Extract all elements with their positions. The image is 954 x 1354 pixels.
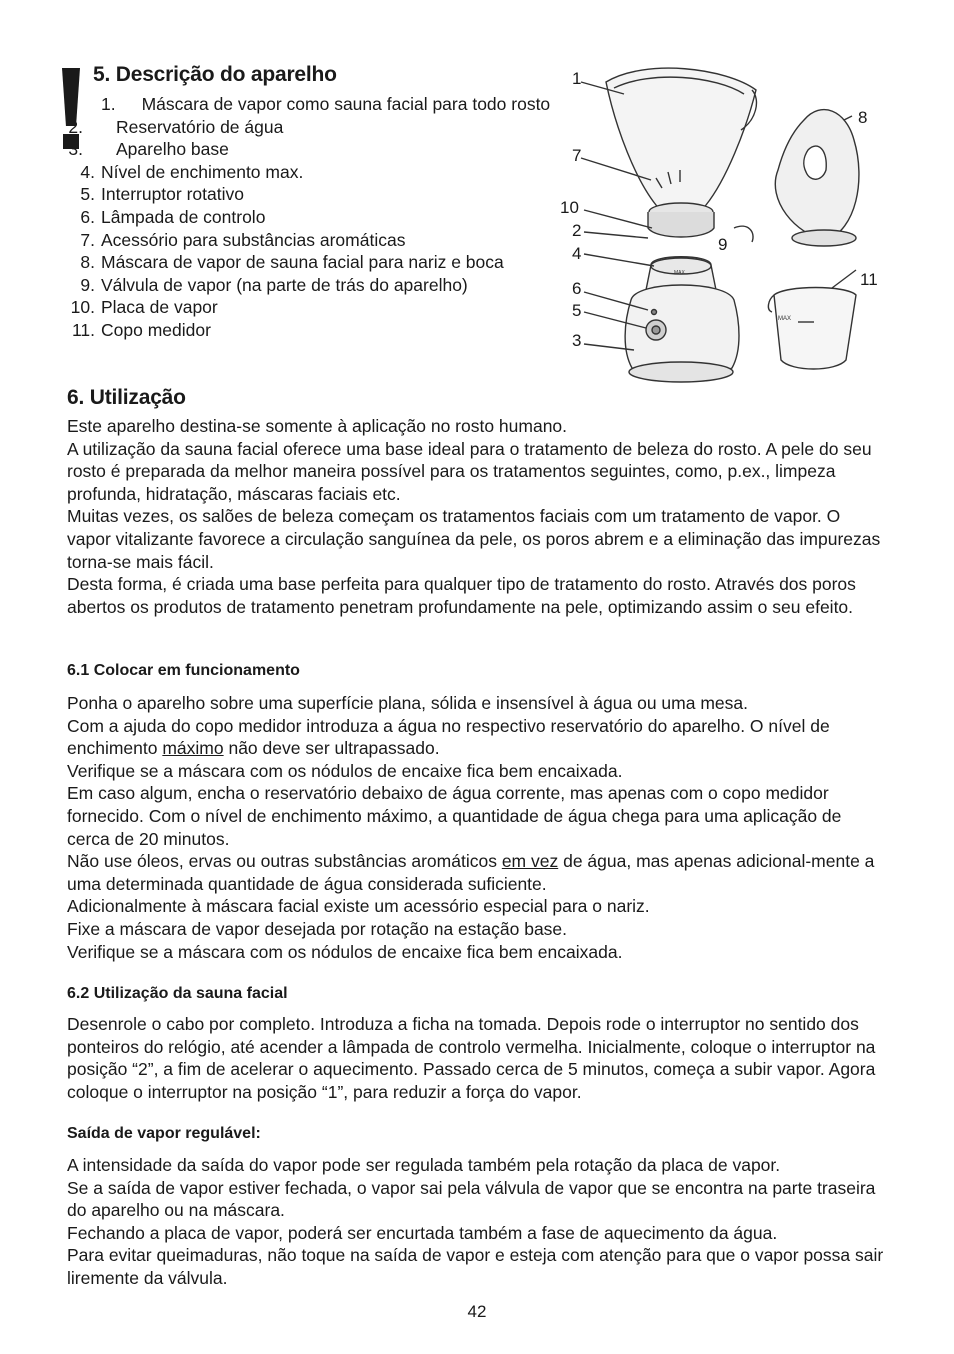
parts-list-item: 8. Máscara de vapor de sauna facial para nariz e boca: [80, 252, 504, 273]
paragraph: A intensidade da saída do vapor pode ser regulada também pela rotação da placa de vapor.: [67, 1155, 781, 1175]
parts-list-item: 6. Lâmpada de controlo: [80, 206, 266, 227]
parts-list-item: 2. Reservatório de água: [68, 116, 284, 137]
paragraph: Se a saída de vapor estiver fechada, o vapor sai pela válvula de vapor que se encontra na parte traseira do aparelho ou na máscara.: [67, 1177, 876, 1221]
callout-8: 8: [858, 108, 868, 127]
section-6-body: [67, 415, 887, 618]
device-diagram-svg: [556, 60, 896, 390]
paragraph: A utilização da sauna facial oferece uma base ideal para o tratamento de beleza do rosto. A pele do seu rosto é preparada da melhor maneira possível para os tratamentos seguintes, como, p.ex., limpeza profunda, hidratação, máscaras faciais etc.: [67, 438, 872, 504]
parts-list-item: 5. Interruptor rotativo: [80, 184, 244, 205]
section-6-1-heading: 6.1 Colocar em funcionamento: [67, 662, 300, 679]
measuring-cup-shape: [774, 288, 856, 370]
callout-7: 7: [572, 146, 582, 165]
paragraph: Verifique se a máscara com os nódulos de encaixe fica bem encaixada.: [67, 760, 623, 781]
callout-5: 5: [572, 301, 582, 320]
reservoir-max-mark: MAX: [674, 270, 685, 276]
callout-9: 9: [718, 235, 728, 254]
parts-list-item: 9. Válvula de vapor (na parte de trás do aparelho): [80, 274, 468, 295]
steam-output-heading: Saída de vapor regulável:: [67, 1125, 261, 1142]
paragraph: Desta forma, é criada uma base perfeita para qualquer tipo de tratamento do rosto. Através dos poros abertos os produtos de tratamento penetram profundamente na pele, optimizando assim o seu efeito.: [67, 574, 856, 617]
page-number: 42: [467, 1302, 487, 1321]
parts-list-item: 7. Acessório para substâncias aromáticas: [80, 229, 406, 250]
parts-list: [67, 93, 572, 342]
device-diagram: [556, 60, 896, 390]
callout-11: 11: [860, 270, 878, 289]
paragraph: Com a ajuda do copo medidor introduza a água no respectivo reservatório do aparelho. O nível de enchimento máximo não deve ser ultrapassado.: [67, 715, 830, 759]
paragraph: Para evitar queimaduras, não toque na saída de vapor e esteja com atenção para que o vapor possa sair liremente da válvula.: [67, 1245, 884, 1288]
section-6-heading: 6. Utilização: [67, 386, 186, 409]
parts-list-item: 1. Máscara de vapor como sauna facial para todo rosto: [101, 94, 551, 114]
paragraph: Em caso algum, encha o reservatório debaixo de água corrente, mas apenas com o copo medidor fornecido. Com o nível de enchimento máximo, a quantidade de água chega para uma aplicação de cerca de 20 minutos.: [67, 783, 842, 849]
paragraph: Desenrole o cabo por completo. Introduza a ficha na tomada. Depois rode o interruptor no sentido dos ponteiros do relógio, até acender a lâmpada de controlo vermelha. Inicialmente, coloque o interruptor na posição “2”, a fim de acelerar o aquecimento. Passado cerca de 5 minutos, começa a subir vapor. Agora coloque o interruptor na posição “1”, para reduzir a força do vapor.: [67, 1014, 876, 1102]
parts-list-item: 10. Placa de vapor: [70, 297, 218, 318]
section-6-1-body: [67, 692, 887, 963]
callout-1: 1: [572, 69, 582, 88]
section-6-2-heading: 6.2 Utilização da sauna facial: [67, 985, 288, 1002]
parts-list-item: 11. Copo medidor: [71, 319, 211, 340]
paragraph: Ponha o aparelho sobre uma superfície plana, sólida e insensível à água ou uma mesa.: [67, 693, 748, 713]
paragraph: Este aparelho destina-se somente à aplicação no rosto humano.: [67, 416, 568, 436]
section-6-2-body: [67, 1013, 887, 1103]
parts-list-item: 4. Nível de enchimento max.: [80, 161, 304, 182]
cup-max-mark: MAX: [778, 316, 792, 322]
paragraph: Não use óleos, ervas ou outras substâncias aromáticos em vez de água, mas apenas adicional-mente a uma determinada quantidade de água considerada suficiente.: [67, 851, 875, 894]
callout-3: 3: [572, 331, 582, 350]
parts-list-item: 3. Aparelho base: [68, 139, 229, 160]
paragraph: Fixe a máscara de vapor desejada por rotação na estação base.: [67, 918, 568, 939]
control-lamp-shape: [652, 310, 657, 315]
paragraph: Muitas vezes, os salões de beleza começam os tratamentos faciais com um tratamento de vapor. O vapor vitalizante favorece a circulação sanguínea da pele, os poros abrem e a eliminação das impurezas torna-se mais fácil.: [67, 506, 881, 572]
facial-mask-shape: [606, 68, 756, 215]
paragraph: Adicionalmente à máscara facial existe um acessório especial para o nariz.: [67, 896, 650, 917]
steam-output-body: [67, 1154, 887, 1290]
paragraph: Fechando a placa de vapor, poderá ser encurtada também a fase de aquecimento da água.: [67, 1222, 778, 1243]
section-5-heading: 5. Descrição do aparelho: [93, 63, 337, 86]
callout-10: 10: [560, 198, 579, 217]
callout-4: 4: [572, 244, 582, 263]
callout-2: 2: [572, 221, 582, 240]
paragraph: Verifique se a máscara com os nódulos de encaixe fica bem encaixada.: [67, 941, 623, 962]
callout-6: 6: [572, 279, 582, 298]
